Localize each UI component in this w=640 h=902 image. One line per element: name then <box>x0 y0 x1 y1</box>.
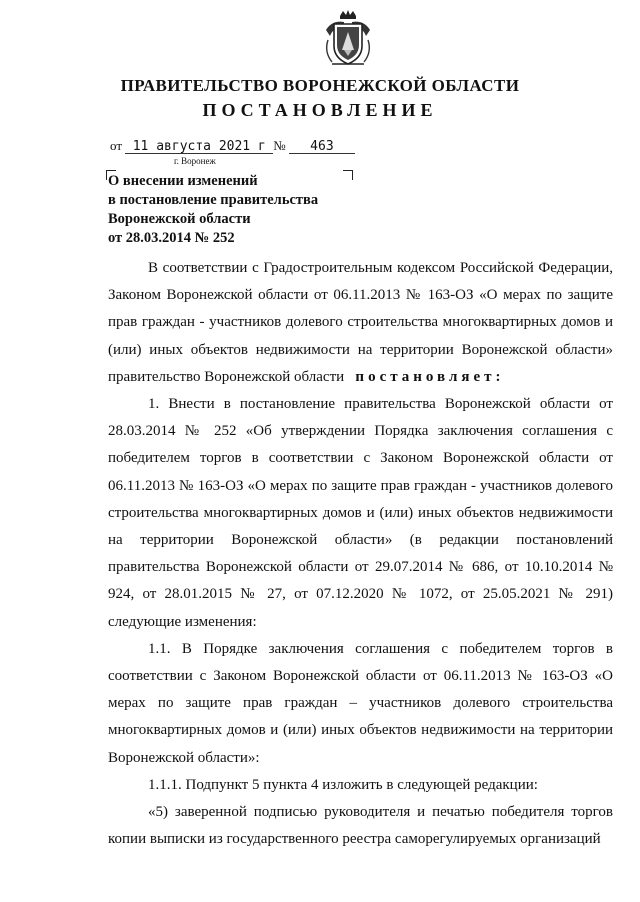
document-number: 463 <box>289 140 355 154</box>
paragraph-quote: «5) заверенной подписью руководителя и печатью победителя торгов копии выписки из государственного реестра саморегулируемых организаций <box>108 804 613 848</box>
number-label: № <box>273 138 286 153</box>
preamble-paragraph <box>108 255 613 391</box>
document-type-title: ПОСТАНОВЛЕНИЕ <box>202 100 438 120</box>
subject-bracket-right <box>343 170 353 180</box>
organization-title: ПРАВИТЕЛЬСТВО ВОРОНЕЖСКОЙ ОБЛАСТИ <box>120 76 520 95</box>
document-date: 11 августа 2021 г <box>125 140 273 154</box>
resolves-word: постановляет: <box>355 368 505 385</box>
preamble-text: В соответствии с Градостроительным кодексом Российской Федерации, Законом Воронежской области от 06.11.2013 № 163-ОЗ «О мерах по защите прав граждан - участников долевого строительства многоквартирных домов и (или) иных объектов недвижимости на территории Воронежской области» правительство Воронежской области <box>108 260 613 385</box>
document-subject <box>108 172 318 248</box>
from-label: от <box>110 138 123 153</box>
city-label: г. Воронеж <box>174 156 216 166</box>
date-number-row <box>110 138 355 154</box>
coat-of-arms-icon <box>322 10 374 68</box>
subject-line: О внесении изменений <box>108 173 258 189</box>
subject-line: Воронежской области <box>108 211 251 227</box>
paragraph-1-1: 1.1. В Порядке заключения соглашения с победителем торгов в соответствии с Законом Воронежской области от 06.11.2013 № 163-ОЗ «О мерах по защите прав граждан – участников долевого строительства многоквартирных домов и (или) иных объектов недвижимости на территории Воронежской области»: <box>108 640 613 766</box>
paragraph-1: 1. Внести в постановление правительства Воронежской области от 28.03.2014 № 252 «Об утверждении Порядка заключения соглашения с победителем торгов в соответствии с Законом Воронежской области от 06.11.2013 № 163-ОЗ «О мерах по защите прав граждан - участников долевого строительства многоквартирных домов и (или) иных объектов недвижимости на территории Воронежской области» (в редакции постановлений правительства Воронежской области от 29.07.2014 № 686, от 10.10.2014 № 924, от 28.01.2015 № 27, от 07.12.2020 № 1072, от 25.05.2021 № 291) следующие изменения: <box>108 396 613 630</box>
subject-line: от 28.03.2014 № 252 <box>108 230 235 246</box>
paragraph-1-1-1: 1.1.1. Подпункт 5 пункта 4 изложить в следующей редакции: <box>148 776 538 793</box>
subject-line: в постановление правительства <box>108 192 319 208</box>
document-body <box>108 255 613 853</box>
